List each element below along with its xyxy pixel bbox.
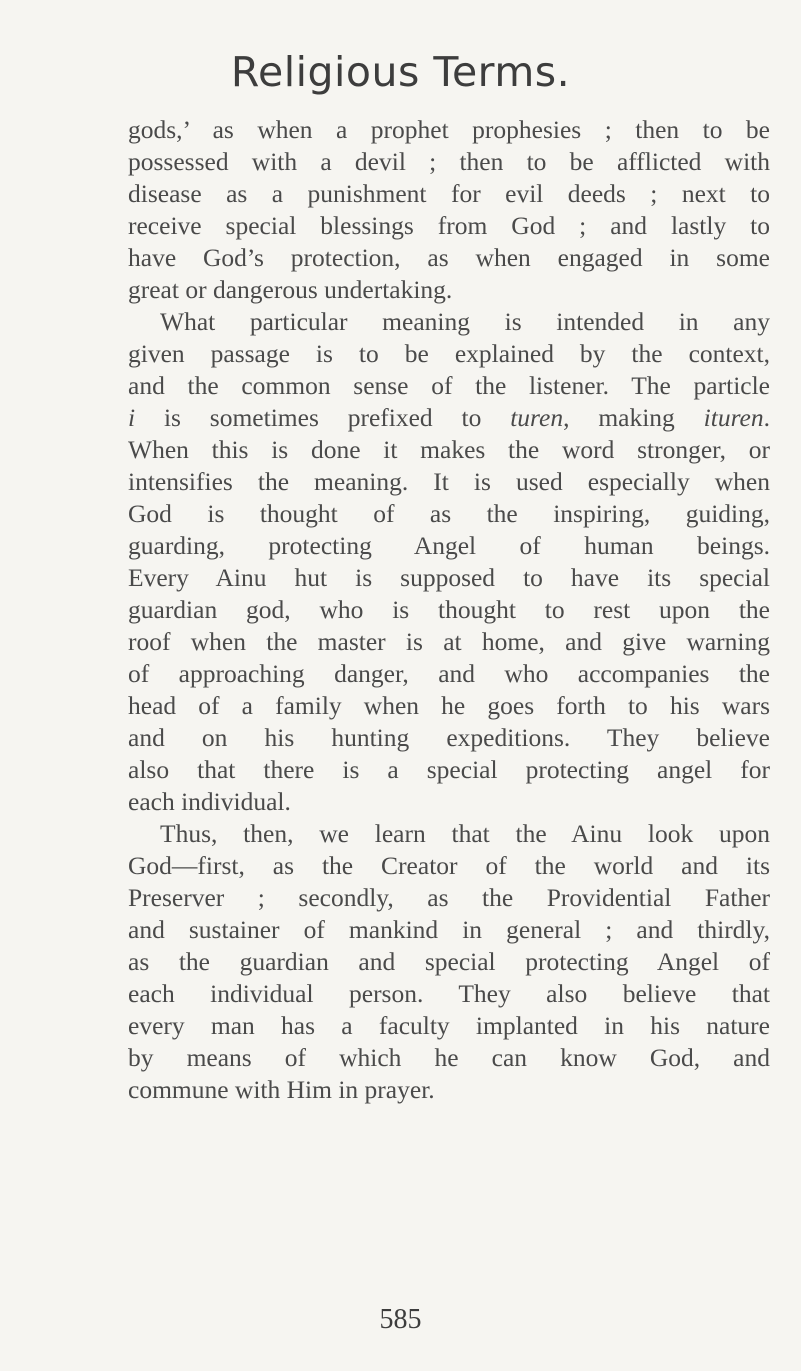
- text-line: great or dangerous undertaking.: [128, 275, 453, 304]
- page-number: 585: [379, 1304, 422, 1335]
- text-line: guardian god, who is thought to rest upon the: [128, 595, 770, 624]
- text-line: intensifies the meaning. It is used especially when: [128, 467, 770, 496]
- italic-term: i: [128, 403, 136, 432]
- text-line: every man has a faculty implanted in his nature: [128, 1011, 770, 1040]
- text-line-with-italics: i is sometimes prefixed to turen, making ituren.: [128, 403, 770, 432]
- italic-term: ituren: [703, 403, 764, 432]
- text-line: given passage is to be explained by the context,: [128, 339, 770, 368]
- text-line: Thus, then, we learn that the Ainu look upon: [160, 819, 770, 848]
- text-line: have God’s protection, as when engaged in some: [128, 243, 770, 272]
- text-line: roof when the master is at home, and give warning: [128, 627, 770, 656]
- text-line: each individual person. They also believe that: [128, 979, 770, 1008]
- text-line: also that there is a special protecting angel for: [128, 755, 770, 784]
- text-line: What particular meaning is intended in any: [160, 307, 770, 336]
- text-line: and the common sense of the listener. The particle: [128, 371, 770, 400]
- italic-term: turen: [510, 403, 564, 432]
- body-text: [128, 114, 770, 1106]
- text-line: of approaching danger, and who accompanies the: [128, 659, 770, 688]
- text-line: head of a family when he goes forth to his wars: [128, 691, 770, 720]
- text-line: by means of which he can know God, and: [128, 1043, 770, 1072]
- text-line: each individual.: [128, 787, 291, 816]
- text-line: and sustainer of mankind in general ; and thirdly,: [128, 915, 770, 944]
- text-line: gods,’ as when a prophet prophesies ; then to be: [128, 115, 770, 144]
- text-line: receive special blessings from God ; and lastly to: [128, 211, 770, 240]
- text-line: Preserver ; secondly, as the Providential Father: [128, 883, 770, 912]
- text-line: disease as a punishment for evil deeds ; next to: [128, 179, 770, 208]
- text-line: When this is done it makes the word stronger, or: [128, 435, 770, 464]
- text-line: God is thought of as the inspiring, guiding,: [128, 499, 770, 528]
- text-line: as the guardian and special protecting Angel of: [128, 947, 770, 976]
- text-line: God—first, as the Creator of the world and its: [128, 851, 770, 880]
- text-line: Every Ainu hut is supposed to have its special: [128, 563, 770, 592]
- text-line: and on his hunting expeditions. They believe: [128, 723, 770, 752]
- text-line: possessed with a devil ; then to be afflicted with: [128, 147, 770, 176]
- running-header: Religious Terms.: [230, 48, 571, 96]
- text-line: commune with Him in prayer.: [128, 1075, 435, 1104]
- text-line: guarding, protecting Angel of human beings.: [128, 531, 770, 560]
